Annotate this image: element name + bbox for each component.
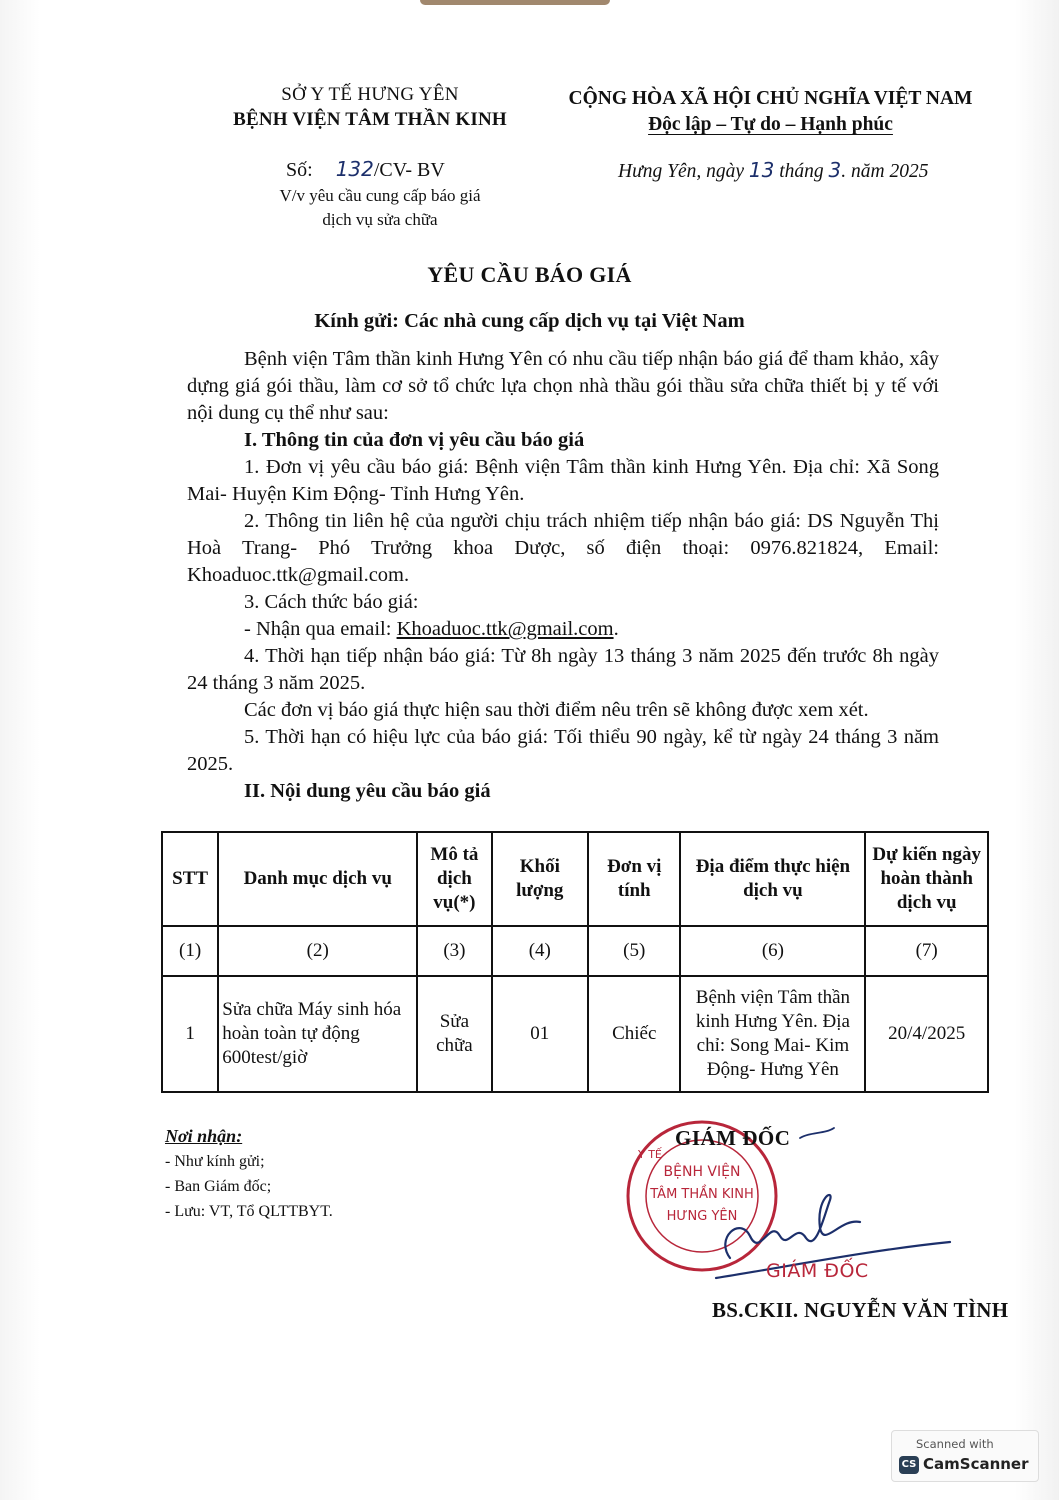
table-cell: 20/4/2025 [865, 976, 988, 1092]
issuer-block [200, 82, 540, 132]
table-cell: (1) [162, 926, 218, 976]
table-cell: Sửa chữa Máy sinh hóa hoàn toàn tự động 600test/giờ [218, 976, 417, 1092]
country-name: CỘNG HÒA XÃ HỘI CHỦ NGHĨA VIỆT NAM [568, 88, 973, 109]
body-content [187, 346, 939, 805]
date-year: năm 2025 [850, 161, 929, 182]
table-cell: (7) [865, 926, 988, 976]
table-cell: Chiếc [588, 976, 680, 1092]
date-month: 3 [828, 158, 842, 182]
recipients-title: Nơi nhận: [165, 1126, 243, 1146]
table-numbering-row [162, 926, 988, 976]
section2-heading: II. Nội dung yêu cầu báo giá [244, 780, 491, 802]
document-date: Hưng Yên, ngày 13 tháng 3. năm 2025 [618, 158, 929, 182]
section1-item5: 5. Thời hạn có hiệu lực của báo giá: Tối thiểu 90 ngày, kể từ ngày 24 tháng 3 năm 2025. [187, 726, 939, 775]
table-cell: 1 [162, 976, 218, 1092]
watermark-brand: CamScanner [923, 1455, 1029, 1473]
header-quantity: Khối lượng [492, 832, 588, 926]
header-unit: Đơn vị tính [588, 832, 680, 926]
table-row [162, 976, 988, 1092]
section1-item1: 1. Đơn vị yêu cầu báo giá: Bệnh viện Tâm thần kinh Hưng Yên. Địa chỉ: Xã Song Mai- Huyện Kim Động- Tỉnh Hưng Yên. [187, 456, 939, 505]
subject-line-2: dịch vụ sửa chữa [322, 210, 438, 229]
email-link[interactable]: Khoaduoc.ttk@gmail.com [396, 618, 614, 640]
section1-item3-email-line: - Nhận qua email: Khoaduoc.ttk@gmail.com. [244, 618, 619, 640]
date-month-label: tháng [779, 161, 824, 182]
table-cell: (2) [218, 926, 417, 976]
document-number-suffix: /CV- BV [373, 159, 445, 181]
quote-request-table [161, 831, 989, 1093]
document-number [286, 157, 445, 182]
section1-note: Các đơn vị báo giá thực hiện sau thời điểm nêu trên sẽ không được xem xét. [244, 699, 869, 721]
watermark-caption: Scanned with [916, 1437, 994, 1451]
list-item: - Lưu: VT, Tổ QLTTBYT. [165, 1203, 333, 1220]
document-subject [230, 184, 530, 232]
email-prefix: - Nhận qua email: [244, 618, 392, 640]
section1-heading: I. Thông tin của đơn vị yêu cầu báo giá [244, 429, 585, 451]
header-completion-date: Dự kiến ngày hoàn thành dịch vụ [865, 832, 988, 926]
signer-name: BS.CKII. NGUYỄN VĂN TÌNH [712, 1298, 1009, 1322]
header-location: Địa điểm thực hiện dịch vụ [680, 832, 865, 926]
camscanner-watermark [891, 1430, 1039, 1482]
table-cell: (4) [492, 926, 588, 976]
scan-edge-mark [420, 0, 610, 5]
svg-text:TÂM THẦN KINH: TÂM THẦN KINH [650, 1187, 754, 1202]
signature-title: GIÁM ĐỐC [675, 1126, 791, 1150]
national-header [548, 86, 993, 138]
header-service: Danh mục dịch vụ [218, 832, 417, 926]
svg-text:HƯNG YÊN: HƯNG YÊN [666, 1209, 738, 1224]
issuer-org: SỞ Y TẾ HƯNG YÊN [281, 84, 459, 105]
header-stt: STT [162, 832, 218, 926]
date-day: 13 [748, 158, 775, 182]
subject-line-1: V/v yêu cầu cung cấp báo giá [279, 186, 481, 205]
svg-text:BỆNH VIỆN: BỆNH VIỆN [663, 1164, 741, 1180]
document-number-handwritten: 132 [335, 157, 374, 181]
svg-text:Y TẾ: Y TẾ [638, 1148, 662, 1161]
table-cell: Bệnh viện Tâm thần kinh Hưng Yên. Địa chỉ: Song Mai- Kim Động- Hưng Yên [680, 976, 865, 1092]
stamp-title-text: GIÁM ĐỐC [766, 1260, 869, 1282]
section1-item2: 2. Thông tin liên hệ của người chịu trách nhiệm tiếp nhận báo giá: DS Nguyễn Thị Hoà Trang- Phó Trưởng khoa Dược, số điện thoại: 0976.821824, Email: Khoaduoc.ttk@gmail.com. [187, 510, 939, 586]
table-cell: Sửa chữa [417, 976, 491, 1092]
document-number-prefix: Số: [286, 159, 313, 181]
table-cell: (5) [588, 926, 680, 976]
section1-item4: 4. Thời hạn tiếp nhận báo giá: Từ 8h ngày 13 tháng 3 năm 2025 đến trước 8h ngày 24 tháng 3 năm 2025. [187, 645, 939, 694]
issuer-hospital: BỆNH VIỆN TÂM THẦN KINH [233, 109, 507, 130]
list-item: - Như kính gửi; [165, 1153, 265, 1170]
recipient-line: Kính gửi: Các nhà cung cấp dịch vụ tại Việt Nam [314, 310, 745, 332]
intro-paragraph: Bệnh viện Tâm thần kinh Hưng Yên có nhu cầu tiếp nhận báo giá để tham khảo, xây dựng giá gói thầu, làm cơ sở tổ chức lựa chọn nhà thầu gói thầu sửa chữa thiết bị y tế với nội dung cụ thể như sau: [187, 348, 939, 424]
camscanner-icon: CS [899, 1456, 919, 1474]
recipients-block [165, 1124, 333, 1224]
list-item: - Ban Giám đốc; [165, 1178, 272, 1195]
document-title: YÊU CẦU BÁO GIÁ [427, 262, 632, 287]
header-description: Mô tả dịch vụ(*) [417, 832, 491, 926]
date-place: Hưng Yên, ngày [618, 161, 744, 182]
national-motto: Độc lập – Tự do – Hạnh phúc [648, 114, 893, 135]
table-header-row [162, 832, 988, 926]
table-cell: (6) [680, 926, 865, 976]
section1-item3: 3. Cách thức báo giá: [244, 591, 419, 613]
table-cell: (3) [417, 926, 491, 976]
table-cell: 01 [492, 976, 588, 1092]
